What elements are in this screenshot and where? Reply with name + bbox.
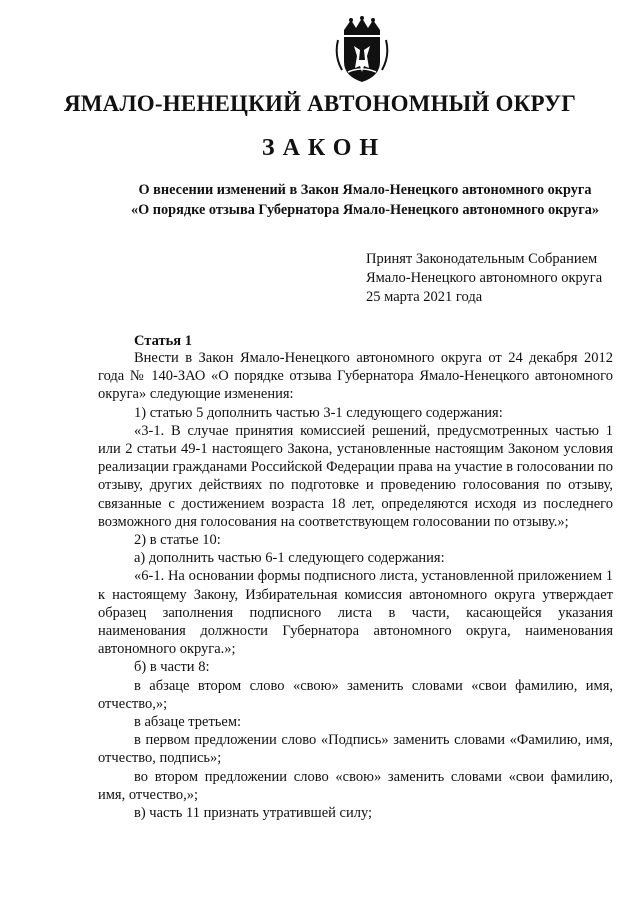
article-paragraph: в первом предложении слово «Подпись» заменить словами «Фамилию, имя, отчество, подпись»; — [98, 732, 613, 767]
law-title: ЗАКОН — [261, 135, 387, 161]
adoption-date: 25 марта 2021 года — [366, 289, 483, 305]
adoption-line-2: Ямало-Ненецкого автономного округа — [366, 270, 603, 286]
article-paragraph: «3-1. В случае принятия комиссией решений, предусмотренных частью 1 или 2 статьи 49-1 настоящего Закона, установленные настоящим Законом условия реализации гражданами Российской Федерации права на участие в голосовании по отзыву, других действиях по подготовке и проведению голосования по отзыву, связанные с достижением возраста 18 лет, определяются исходя из последнего возможного дня голосования на соответствующем голосовании по отзыву.»; — [98, 422, 613, 530]
adoption-line-1: Принят Законодательным Собранием — [366, 251, 598, 267]
law-subject — [100, 180, 630, 220]
article-paragraph: а) дополнить частью 6-1 следующего содержания: — [134, 550, 445, 567]
region-title: ЯМАЛО-НЕНЕЦКИЙ АВТОНОМНЫЙ ОКРУГ — [63, 91, 577, 116]
coat-of-arms-icon — [334, 16, 390, 84]
article-paragraph: в абзаце втором слово «свою» заменить словами «свои фамилию, имя, отчество,»; — [98, 677, 613, 712]
article-paragraph: б) в части 8: — [134, 659, 210, 676]
article-paragraph: в абзаце третьем: — [134, 714, 242, 731]
article-paragraph: «6-1. На основании формы подписного листа, установленной приложением 1 к настоящему Закону, Избирательная комиссия автономного округа утверждает образец заполнения подписного листа в части, касающейся указания наименования должности Губернатора автономного округа, наименования автономного округа.»; — [98, 568, 613, 658]
article-paragraph: во втором предложении слово «свою» заменить словами «свои фамилию, имя, отчество,»; — [98, 768, 613, 803]
adoption-note — [366, 250, 602, 307]
article-body — [98, 349, 613, 822]
article-paragraph: в) часть 11 признать утратившей силу; — [134, 805, 373, 822]
law-subject-line-1: О внесении изменений в Закон Ямало-Ненецкого автономного округа — [138, 182, 592, 198]
law-subject-line-2: «О порядке отзыва Губернатора Ямало-Ненецкого автономного округа» — [130, 202, 600, 218]
article-paragraph: Внести в Закон Ямало-Ненецкого автономного округа от 24 декабря 2012 года № 140-ЗАО «О порядке отзыва Губернатора Ямало-Ненецкого автономного округа» следующие изменения: — [98, 350, 613, 403]
article-title: Статья 1 — [134, 333, 192, 349]
article-paragraph: 2) в статье 10: — [134, 532, 221, 549]
article-paragraph: 1) статью 5 дополнить частью 3-1 следующего содержания: — [134, 404, 503, 421]
